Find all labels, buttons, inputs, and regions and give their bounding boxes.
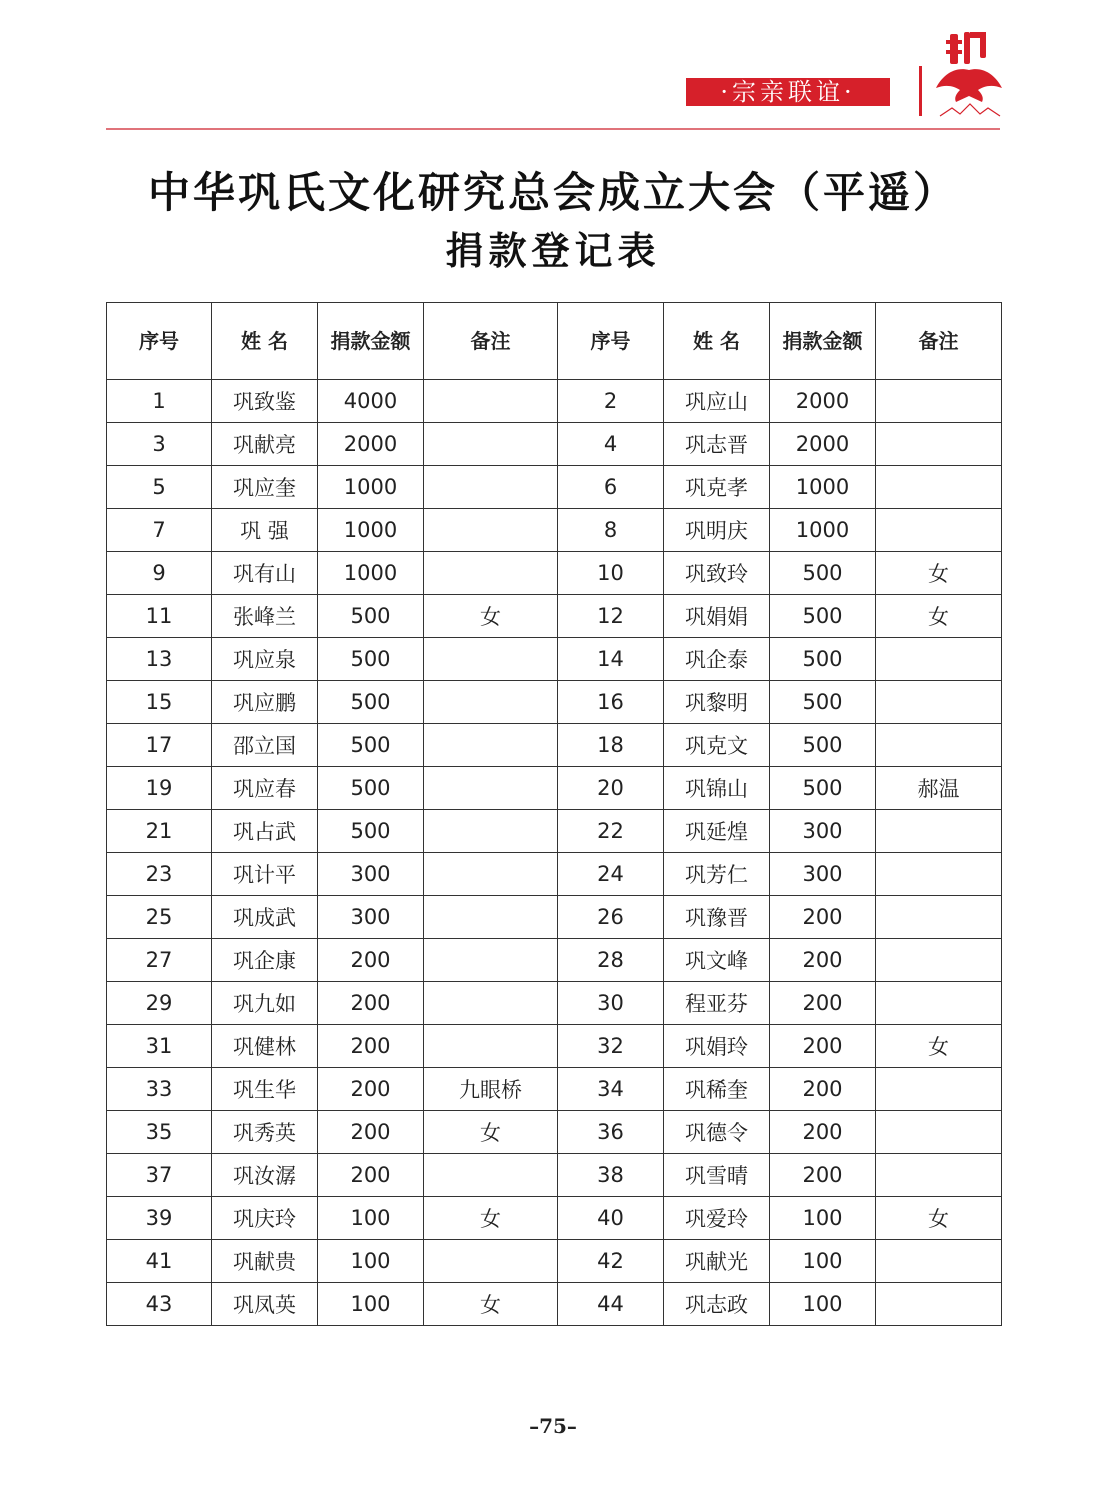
seq-cell: 26	[558, 896, 664, 939]
amount-cell: 100	[318, 1240, 424, 1283]
seq-cell: 31	[107, 1025, 212, 1068]
seq-cell: 28	[558, 939, 664, 982]
seq-cell: 20	[558, 767, 664, 810]
name-cell: 巩雪晴	[664, 1154, 770, 1197]
note-cell	[876, 896, 1002, 939]
note-cell	[876, 853, 1002, 896]
seq-cell: 21	[107, 810, 212, 853]
amount-cell: 500	[770, 595, 876, 638]
amount-cell: 300	[770, 853, 876, 896]
seq-cell: 44	[558, 1283, 664, 1326]
amount-cell: 200	[770, 982, 876, 1025]
name-cell: 程亚芬	[664, 982, 770, 1025]
table-row	[107, 1240, 1002, 1283]
table-row	[107, 1283, 1002, 1326]
amount-cell: 100	[318, 1283, 424, 1326]
amount-cell: 500	[770, 767, 876, 810]
name-cell: 巩锦山	[664, 767, 770, 810]
table-row	[107, 939, 1002, 982]
note-cell	[424, 1025, 558, 1068]
note-cell	[424, 1240, 558, 1283]
note-cell	[876, 1111, 1002, 1154]
table-row	[107, 810, 1002, 853]
note-cell	[424, 896, 558, 939]
amount-cell: 500	[318, 595, 424, 638]
table-row	[107, 1068, 1002, 1111]
note-cell	[876, 724, 1002, 767]
name-cell: 巩有山	[212, 552, 318, 595]
table-row	[107, 1154, 1002, 1197]
note-cell: 女	[424, 595, 558, 638]
header-rule	[106, 128, 1000, 130]
page-number: –75–	[529, 1414, 577, 1438]
donation-register-table	[106, 302, 1002, 1326]
table-row	[107, 982, 1002, 1025]
seq-cell: 40	[558, 1197, 664, 1240]
note-cell	[424, 423, 558, 466]
seq-cell: 35	[107, 1111, 212, 1154]
table-row	[107, 638, 1002, 681]
seq-cell: 42	[558, 1240, 664, 1283]
note-cell	[424, 724, 558, 767]
name-cell: 巩九如	[212, 982, 318, 1025]
table-row	[107, 380, 1002, 423]
amount-cell: 200	[770, 939, 876, 982]
amount-cell: 200	[318, 1154, 424, 1197]
amount-cell: 500	[318, 810, 424, 853]
amount-cell: 300	[770, 810, 876, 853]
seq-cell: 41	[107, 1240, 212, 1283]
amount-cell: 200	[318, 982, 424, 1025]
name-cell: 巩计平	[212, 853, 318, 896]
amount-cell: 1000	[318, 509, 424, 552]
page-subtitle: 捐款登记表	[445, 228, 661, 273]
seq-cell: 24	[558, 853, 664, 896]
name-cell: 巩秀英	[212, 1111, 318, 1154]
name-cell: 巩克文	[664, 724, 770, 767]
name-cell: 巩娟玲	[664, 1025, 770, 1068]
amount-cell: 2000	[770, 380, 876, 423]
note-cell	[424, 1154, 558, 1197]
amount-cell: 200	[770, 896, 876, 939]
name-cell: 巩应泉	[212, 638, 318, 681]
amount-cell: 100	[770, 1197, 876, 1240]
amount-cell: 200	[770, 1111, 876, 1154]
seq-cell: 22	[558, 810, 664, 853]
header-divider	[919, 66, 922, 116]
table-body	[107, 380, 1002, 1326]
name-cell: 巩芳仁	[664, 853, 770, 896]
note-cell	[876, 982, 1002, 1025]
note-cell	[424, 638, 558, 681]
name-cell: 巩 强	[212, 509, 318, 552]
header-cell: 序号	[107, 303, 212, 380]
seq-cell: 3	[107, 423, 212, 466]
table-row	[107, 1025, 1002, 1068]
amount-cell: 500	[770, 638, 876, 681]
name-cell: 巩稀奎	[664, 1068, 770, 1111]
note-cell	[876, 509, 1002, 552]
header-cell: 序号	[558, 303, 664, 380]
seq-cell: 11	[107, 595, 212, 638]
seq-cell: 5	[107, 466, 212, 509]
seq-cell: 4	[558, 423, 664, 466]
section-label-band: ·宗亲联谊·	[686, 78, 890, 106]
seq-cell: 13	[107, 638, 212, 681]
note-cell: 郝温	[876, 767, 1002, 810]
note-cell: 女	[424, 1197, 558, 1240]
amount-cell: 200	[318, 1111, 424, 1154]
seq-cell: 17	[107, 724, 212, 767]
note-cell: 女	[424, 1111, 558, 1154]
table-row	[107, 767, 1002, 810]
seq-cell: 23	[107, 853, 212, 896]
note-cell	[424, 681, 558, 724]
seq-cell: 43	[107, 1283, 212, 1326]
clan-emblem-logo	[934, 26, 1004, 122]
name-cell: 巩应奎	[212, 466, 318, 509]
note-cell	[424, 509, 558, 552]
amount-cell: 200	[770, 1154, 876, 1197]
header-cell: 备注	[424, 303, 558, 380]
note-cell	[424, 380, 558, 423]
seq-cell: 18	[558, 724, 664, 767]
name-cell: 巩生华	[212, 1068, 318, 1111]
name-cell: 巩献亮	[212, 423, 318, 466]
seq-cell: 37	[107, 1154, 212, 1197]
seq-cell: 1	[107, 380, 212, 423]
amount-cell: 2000	[770, 423, 876, 466]
seq-cell: 39	[107, 1197, 212, 1240]
seq-cell: 7	[107, 509, 212, 552]
name-cell: 巩克孝	[664, 466, 770, 509]
note-cell	[876, 681, 1002, 724]
seq-cell: 33	[107, 1068, 212, 1111]
seq-cell: 12	[558, 595, 664, 638]
note-cell	[876, 638, 1002, 681]
amount-cell: 500	[770, 681, 876, 724]
table-row	[107, 1197, 1002, 1240]
table-row	[107, 423, 1002, 466]
page-title: 中华巩氏文化研究总会成立大会（平遥）	[147, 168, 958, 217]
amount-cell: 300	[318, 896, 424, 939]
name-cell: 巩应春	[212, 767, 318, 810]
note-cell	[876, 810, 1002, 853]
name-cell: 巩应山	[664, 380, 770, 423]
amount-cell: 500	[770, 724, 876, 767]
seq-cell: 38	[558, 1154, 664, 1197]
note-cell: 女	[424, 1283, 558, 1326]
amount-cell: 500	[770, 552, 876, 595]
table-row	[107, 724, 1002, 767]
header-cell: 捐款金额	[770, 303, 876, 380]
amount-cell: 200	[318, 1068, 424, 1111]
amount-cell: 300	[318, 853, 424, 896]
table-row	[107, 509, 1002, 552]
note-cell	[424, 939, 558, 982]
note-cell	[424, 982, 558, 1025]
name-cell: 巩企泰	[664, 638, 770, 681]
amount-cell: 200	[770, 1068, 876, 1111]
header-cell: 备注	[876, 303, 1002, 380]
table-row	[107, 595, 1002, 638]
note-cell	[876, 380, 1002, 423]
note-cell	[876, 1154, 1002, 1197]
seq-cell: 34	[558, 1068, 664, 1111]
amount-cell: 2000	[318, 423, 424, 466]
seq-cell: 30	[558, 982, 664, 1025]
header-cell: 姓 名	[212, 303, 318, 380]
table-row	[107, 896, 1002, 939]
amount-cell: 1000	[770, 466, 876, 509]
name-cell: 巩明庆	[664, 509, 770, 552]
seq-cell: 10	[558, 552, 664, 595]
seq-cell: 8	[558, 509, 664, 552]
seq-cell: 14	[558, 638, 664, 681]
seq-cell: 16	[558, 681, 664, 724]
amount-cell: 500	[318, 724, 424, 767]
note-cell	[876, 423, 1002, 466]
amount-cell: 500	[318, 638, 424, 681]
seq-cell: 25	[107, 896, 212, 939]
seq-cell: 29	[107, 982, 212, 1025]
seq-cell: 6	[558, 466, 664, 509]
seq-cell: 36	[558, 1111, 664, 1154]
amount-cell: 1000	[770, 509, 876, 552]
header-cell: 捐款金额	[318, 303, 424, 380]
name-cell: 巩献光	[664, 1240, 770, 1283]
name-cell: 巩志晋	[664, 423, 770, 466]
note-cell	[424, 466, 558, 509]
amount-cell: 1000	[318, 552, 424, 595]
amount-cell: 200	[770, 1025, 876, 1068]
note-cell: 女	[876, 552, 1002, 595]
header-cell: 姓 名	[664, 303, 770, 380]
note-cell: 女	[876, 595, 1002, 638]
note-cell: 九眼桥	[424, 1068, 558, 1111]
name-cell: 巩凤英	[212, 1283, 318, 1326]
name-cell: 巩汝潺	[212, 1154, 318, 1197]
name-cell: 巩致鉴	[212, 380, 318, 423]
name-cell: 巩献贵	[212, 1240, 318, 1283]
name-cell: 巩占武	[212, 810, 318, 853]
note-cell	[424, 767, 558, 810]
name-cell: 巩成武	[212, 896, 318, 939]
seq-cell: 27	[107, 939, 212, 982]
table-header-row	[107, 303, 1002, 380]
note-cell	[424, 810, 558, 853]
name-cell: 巩豫晋	[664, 896, 770, 939]
table-row	[107, 681, 1002, 724]
amount-cell: 1000	[318, 466, 424, 509]
name-cell: 巩德令	[664, 1111, 770, 1154]
amount-cell: 100	[770, 1240, 876, 1283]
name-cell: 巩黎明	[664, 681, 770, 724]
name-cell: 邵立国	[212, 724, 318, 767]
name-cell: 巩健林	[212, 1025, 318, 1068]
name-cell: 巩志政	[664, 1283, 770, 1326]
name-cell: 巩致玲	[664, 552, 770, 595]
seq-cell: 19	[107, 767, 212, 810]
amount-cell: 500	[318, 767, 424, 810]
name-cell: 巩庆玲	[212, 1197, 318, 1240]
table-row	[107, 1111, 1002, 1154]
name-cell: 巩企康	[212, 939, 318, 982]
note-cell	[424, 853, 558, 896]
table-row	[107, 552, 1002, 595]
amount-cell: 200	[318, 1025, 424, 1068]
seq-cell: 15	[107, 681, 212, 724]
amount-cell: 500	[318, 681, 424, 724]
amount-cell: 100	[770, 1283, 876, 1326]
amount-cell: 200	[318, 939, 424, 982]
name-cell: 张峰兰	[212, 595, 318, 638]
note-cell	[424, 552, 558, 595]
note-cell	[876, 1240, 1002, 1283]
note-cell: 女	[876, 1197, 1002, 1240]
amount-cell: 4000	[318, 380, 424, 423]
note-cell	[876, 1068, 1002, 1111]
note-cell	[876, 939, 1002, 982]
name-cell: 巩文峰	[664, 939, 770, 982]
seq-cell: 9	[107, 552, 212, 595]
table-row	[107, 466, 1002, 509]
seq-cell: 2	[558, 380, 664, 423]
name-cell: 巩娟娟	[664, 595, 770, 638]
table-row	[107, 853, 1002, 896]
note-cell	[876, 466, 1002, 509]
name-cell: 巩应鹏	[212, 681, 318, 724]
seq-cell: 32	[558, 1025, 664, 1068]
name-cell: 巩延煌	[664, 810, 770, 853]
note-cell	[876, 1283, 1002, 1326]
name-cell: 巩爱玲	[664, 1197, 770, 1240]
amount-cell: 100	[318, 1197, 424, 1240]
note-cell: 女	[876, 1025, 1002, 1068]
